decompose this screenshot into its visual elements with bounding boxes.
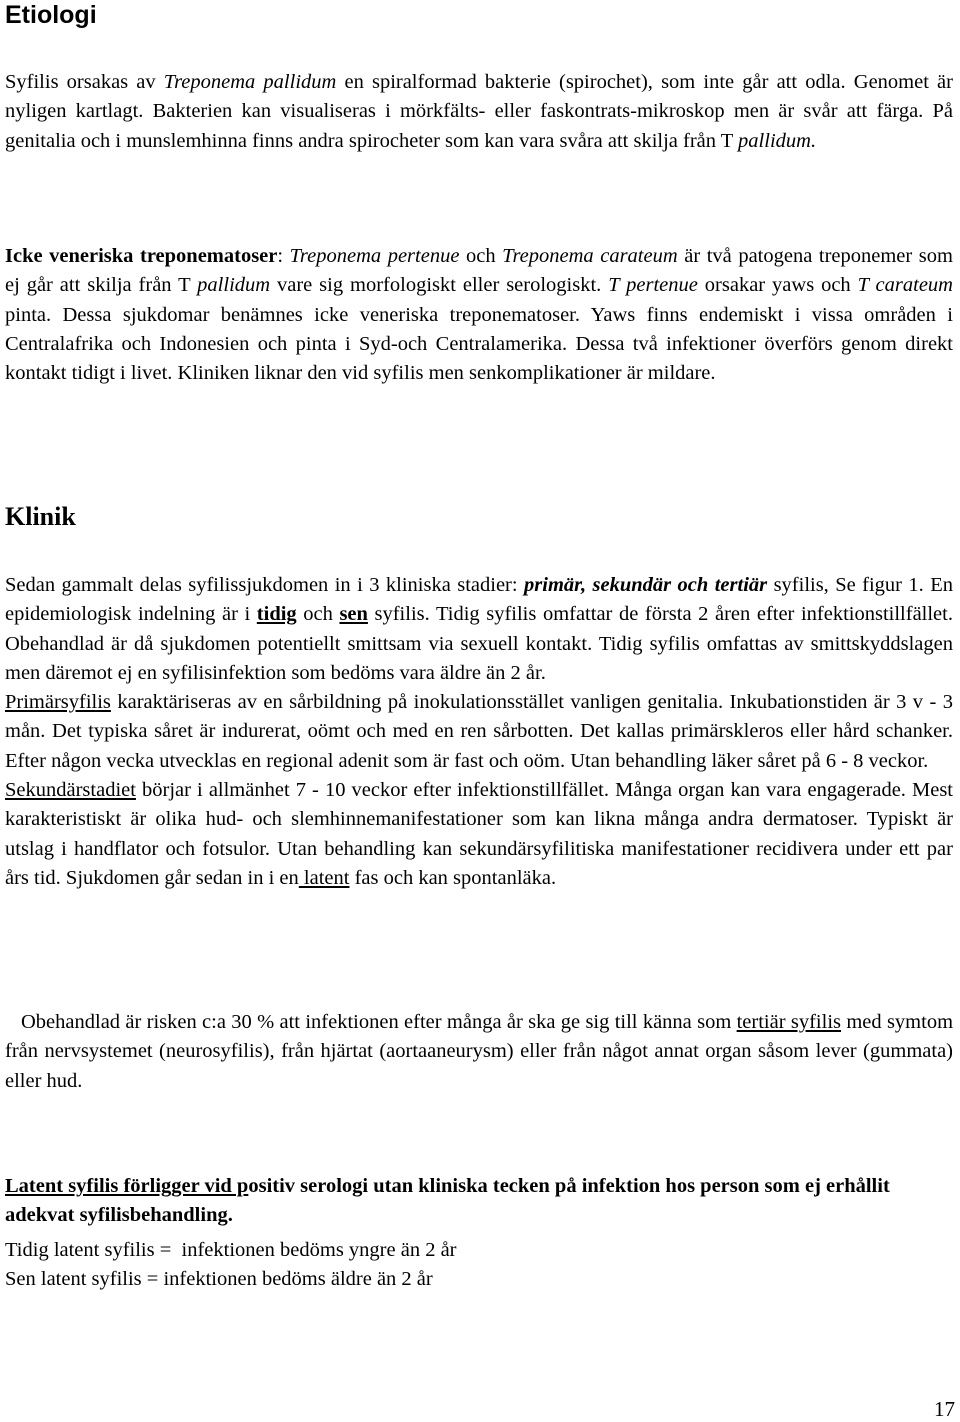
term-sen: sen	[339, 603, 368, 626]
text-run: en spiralformad bakterie (spirochet), som inte går att odla. Genomet är nyligen kartlagt. Bakterien kan visualiseras i mörkfälts- eller faskontrats-mikroskop men är svår att färga. På genitalia och i munslemhinna finns andra spirocheter som kan vara svåra att skilja från T	[5, 71, 953, 152]
text-run: :	[277, 245, 290, 267]
paragraph-stadier	[5, 571, 953, 688]
paragraph-primarsyfilis	[5, 688, 953, 776]
paragraph-etiologi-intro	[5, 68, 953, 156]
text-run: Obehandlad är risken c:a 30 % att infektionen efter många år ska ge sig till känna som	[5, 1011, 737, 1033]
term-sekundarstadiet: Sekundärstadiet	[5, 779, 136, 802]
term-tidig: tidig	[256, 603, 297, 626]
italic-term: Treponema pallidum	[163, 71, 337, 93]
text-run: Sedan gammalt delas syfilissjukdomen in i 3 kliniska stadier:	[5, 574, 525, 596]
italic-term: Treponema pertenue	[289, 245, 460, 267]
term-primarsyfilis: Primärsyfilis	[5, 691, 111, 714]
bold-lead: Icke veneriska treponematoser	[5, 245, 278, 267]
text-run: vare sig morfologiskt eller serologiskt.	[270, 274, 609, 297]
text-run: börjar i allmänhet 7 - 10 veckor efter infektionstillfället. Många organ kan vara engagerade. Mest karakteristiskt är olika hud- och slemhinnemanifestationer som kan likna många andra dermatoser. Typiskt är utslag i handflator och fotsulor. Utan behandling kan sekundärsyfilitiska manifestationer recidivera under ett par års tid. Sjukdomen går sedan in i en	[5, 779, 953, 889]
text-run: pinta. Dessa sjukdomar benämnes icke veneriska treponematoser. Yaws finns endemiskt i vissa områden i Centralafrika och Indonesien och pinta i Syd-och Centralamerika. Dessa två infektioner överförs genom direkt kontakt tidigt i livet. Kliniken liknar den vid syfilis men senkomplikationer är mildare.	[5, 303, 953, 385]
italic-term: pallidum	[197, 274, 271, 297]
text-run: syfilis, Se figur 1. En epidemiologisk indelning är i	[5, 574, 954, 626]
italic-term: T pertenue	[608, 274, 698, 297]
heading-etiologi: Etiologi	[5, 1, 97, 29]
text-run: med symtom från nervsystemet (neurosyfilis), från hjärtat (aortaaneurysm) eller från något annat organ såsom lever (gummata) eller hud.	[5, 1011, 959, 1092]
text-run: fas och kan spontanläka.	[349, 866, 557, 889]
latent-syfilis-definition	[5, 1172, 953, 1231]
text-run: och	[459, 245, 503, 267]
tidig-latent-line: Tidig latent syfilis = infektionen bedöms yngre än 2 år	[5, 1239, 457, 1261]
text-run: syfilis. Tidig syfilis omfattar de första 2 åren efter infektionstillfället. Obehandlad är då sjukdomen potentiellt smittsam via sexuell kontakt. Tidig syfilis omfattas av smittskyddslagen men däremot ej en syfilisinfektion som bedöms vara äldre än 2 år.	[5, 603, 953, 684]
text-run: orsakar yaws och	[697, 274, 858, 297]
text-run: Syfilis orsakas av	[5, 71, 164, 93]
bold-italic-stages: primär, sekundär och tertiär	[524, 574, 768, 596]
italic-term: pallidum.	[738, 129, 817, 152]
paragraph-icke-veneriska	[5, 242, 953, 388]
klinik-body	[5, 571, 953, 893]
text-run: karaktäriseras av en sårbildning på inokulationsstället vanligen genitalia. Inkubationstiden är 3 v - 3 mån. Det typiska såret är indurerat, oömt och med en ren sårbotten. Det kallas primärskleros eller hård schanker. Efter någon vecka utvecklas en regional adenit som är fast och oöm. Utan behandling läker såret på 6 - 8 veckor.	[5, 691, 953, 772]
text-run: Latent syfilis förligger vid p	[5, 1175, 249, 1197]
italic-term: T carateum	[857, 274, 953, 297]
term-latent: latent	[298, 866, 350, 889]
text-run: ositiv serologi utan kliniska tecken på infektion hos person som ej erhållit adekvat syfilisbehandling.	[5, 1175, 890, 1227]
italic-term: Treponema carateum	[502, 245, 678, 267]
text-run: är två patogena treponemer som ej går att skilja från T	[5, 245, 953, 297]
text-run: och	[296, 603, 340, 626]
sen-latent-line: Sen latent syfilis = infektionen bedöms äldre än 2 år	[5, 1268, 433, 1290]
paragraph-sekundarstadiet	[5, 776, 953, 893]
paragraph-tertiar	[5, 1008, 959, 1096]
page-number: 17	[934, 1397, 955, 1421]
term-tertiar-syfilis: tertiär syfilis	[736, 1011, 841, 1033]
heading-klinik: Klinik	[5, 502, 76, 531]
